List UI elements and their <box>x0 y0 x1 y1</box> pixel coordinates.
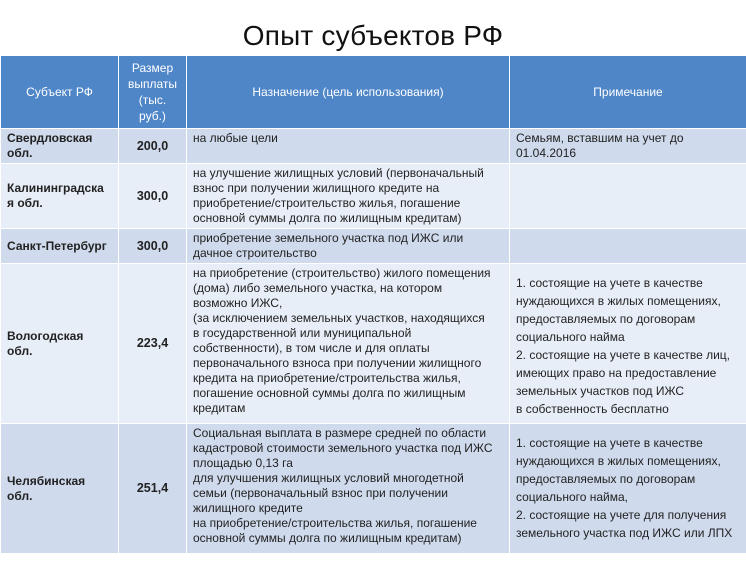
table-row <box>1 264 746 424</box>
cell-note <box>510 229 746 264</box>
cell-amount: 200,0 <box>119 129 187 164</box>
header-amount-line: выплаты <box>127 77 178 91</box>
cell-subject <box>1 164 119 229</box>
cell-amount: 300,0 <box>119 229 187 264</box>
cell-subject <box>1 229 119 264</box>
purpose-line: (за исключением земельных участков, находящихся <box>193 311 485 325</box>
subject-line: я обл. <box>7 196 43 210</box>
purpose-line: на улучшение жилищных условий (первоначальный <box>193 166 484 180</box>
note-line: предоставляемых по договорам <box>516 472 696 486</box>
cell-purpose <box>187 424 510 554</box>
purpose-line: (дома) либо земельного участка, на котором <box>193 281 443 295</box>
table-header-row <box>1 56 746 129</box>
header-note: Примечание <box>510 56 746 129</box>
subject-line: Челябинская <box>7 473 86 488</box>
purpose-line: взнос при получении жилищного кредите на <box>193 181 440 195</box>
purpose-line: основной суммы долга по жилищным кредитам) <box>193 211 462 225</box>
purpose-line: возможно ИЖС, <box>193 296 283 310</box>
cell-amount: 300,0 <box>119 164 187 229</box>
note-line: нуждающихся в жилых помещениях, <box>516 454 721 468</box>
cell-purpose <box>187 129 510 164</box>
cell-amount: 251,4 <box>119 424 187 554</box>
purpose-line: в государственной или муниципальной <box>193 326 412 340</box>
subject-line: Калининградска <box>7 181 104 195</box>
note-line: земельных участков под ИЖС <box>516 384 685 398</box>
cell-subject <box>1 129 119 164</box>
header-amount-line: (тыс. <box>138 93 167 107</box>
note-line: 1. состоящие на учете в качестве <box>516 276 703 290</box>
table-row <box>1 424 746 554</box>
purpose-line: приобретение земельного участка под ИЖС или <box>193 231 464 245</box>
purpose-line: дачное строительство <box>193 246 317 260</box>
note-line: в собственность бесплатно <box>516 402 669 416</box>
purpose-line: погашение основной суммы долга по жилищным <box>193 386 466 400</box>
purpose-line: собственности), в том числе и для оплаты <box>193 341 430 355</box>
purpose-line: семьи (первоначальный взнос при получении <box>193 486 448 500</box>
cell-purpose <box>187 264 510 424</box>
page-title: Опыт субъектов РФ <box>242 20 504 51</box>
purpose-line: на приобретение/строительства жилья, погашение <box>193 516 477 530</box>
purpose-line: кредитам <box>193 401 246 415</box>
cell-subject <box>1 424 119 554</box>
subject-line: обл. <box>7 146 33 160</box>
header-amount <box>119 56 187 129</box>
purpose-line: на приобретение (строительство) жилого помещения <box>193 266 491 280</box>
purpose-line: на любые цели <box>193 131 278 145</box>
purpose-line: площадью 0,13 га <box>193 456 293 470</box>
purpose-line: кредита на приобретение/строительства жилья, <box>193 371 461 385</box>
note-line: 01.04.2016 <box>516 146 577 160</box>
note-line: земельного участка под ИЖС или ЛПХ <box>516 526 733 540</box>
note-line: предоставляемых по договорам <box>516 312 696 326</box>
regions-table <box>0 55 746 554</box>
purpose-line: первоначального взноса при получении жилищного <box>193 356 482 370</box>
table-row <box>1 229 746 264</box>
table-row <box>1 129 746 164</box>
purpose-line: для улучшения жилищных условий многодетной <box>193 471 464 485</box>
cell-purpose <box>187 164 510 229</box>
cell-note <box>510 424 746 554</box>
note-line: социального найма <box>516 330 625 344</box>
subject-line: обл. <box>7 488 33 503</box>
header-purpose: Назначение (цель использования) <box>187 56 510 129</box>
note-line: имеющих право на предоставление <box>516 366 717 380</box>
note-line: социального найма, <box>516 490 628 504</box>
subject-line: Свердловская <box>7 131 93 145</box>
subject-line: обл. <box>7 343 33 358</box>
note-line: 2. состоящие на учете в качестве лиц, <box>516 348 731 362</box>
subject-line: Вологодская <box>7 328 84 343</box>
purpose-line: кадастровой стоимости земельного участка под ИЖС <box>193 441 493 455</box>
table-row <box>1 164 746 229</box>
cell-purpose <box>187 229 510 264</box>
subject-line: Санкт-Петербург <box>7 238 107 253</box>
header-amount-line: руб.) <box>139 109 166 123</box>
purpose-line: основной суммы долга по жилищным кредитам) <box>193 531 462 545</box>
cell-note <box>510 129 746 164</box>
purpose-line: Социальная выплата в размере средней по области <box>193 426 487 440</box>
header-amount-line: Размер <box>131 61 174 75</box>
purpose-line: жилищного кредите <box>193 501 303 515</box>
note-line: 1. состоящие на учете в качестве <box>516 436 703 450</box>
purpose-line: приобретение/строительство жилья, погашение <box>193 196 461 210</box>
cell-subject <box>1 264 119 424</box>
cell-amount: 223,4 <box>119 264 187 424</box>
note-line: нуждающихся в жилых помещениях, <box>516 294 721 308</box>
header-subject: Субъект РФ <box>1 56 119 129</box>
note-line: Семьям, вставшим на учет до <box>516 131 684 145</box>
note-line: 2. состоящие на учете для получения <box>516 508 727 522</box>
cell-note <box>510 164 746 229</box>
cell-note <box>510 264 746 424</box>
